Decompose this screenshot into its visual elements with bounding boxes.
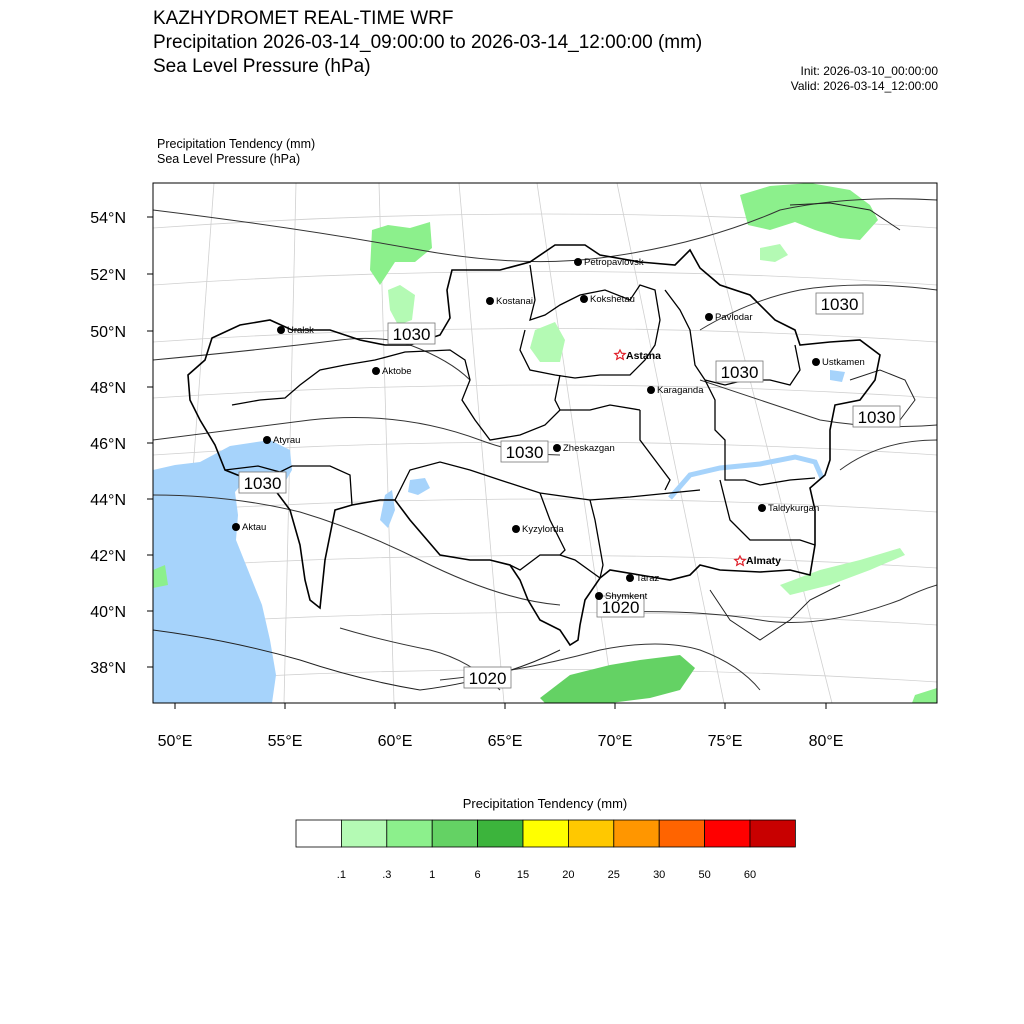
colorbar-tick-label: 25 (607, 869, 620, 881)
lon-label: 55°E (267, 733, 303, 750)
city-taldykurgan (758, 503, 819, 514)
colorbar (296, 820, 795, 881)
isobar-label-text: 1030 (857, 408, 896, 427)
lon-label: 75°E (707, 733, 743, 750)
init-time: Init: 2026-03-10_00:00:00 (800, 64, 938, 78)
isobar-label (501, 441, 548, 462)
city-label: Shymkent (605, 591, 648, 602)
colorbar-tick-label: .1 (336, 869, 346, 881)
colorbar-swatch (705, 820, 750, 847)
lon-label: 70°E (597, 733, 633, 750)
colorbar-title: Precipitation Tendency (mm) (462, 796, 628, 811)
latitude-labels (90, 210, 126, 677)
colorbar-tick-label: .3 (382, 869, 392, 881)
lat-label: 46°N (90, 436, 126, 453)
lon-label: 60°E (377, 733, 413, 750)
city-label: Aktau (242, 522, 267, 533)
city-label: Petropavlovsk (584, 257, 644, 268)
city-marker (553, 444, 561, 452)
isobar-label (239, 472, 286, 493)
city-marker (486, 297, 494, 305)
city-marker (512, 525, 520, 533)
colorbar-swatch (750, 820, 795, 847)
lat-label: 50°N (90, 324, 126, 341)
isobar-label-text: 1030 (820, 295, 859, 314)
city-label: Kostanai (496, 296, 533, 307)
city-label: Almaty (746, 555, 782, 567)
city-marker (647, 386, 655, 394)
city-petropavlovsk (574, 257, 644, 268)
lat-label: 48°N (90, 380, 126, 397)
city-marker (626, 574, 634, 582)
city-label: Atyrau (273, 435, 301, 446)
isobar-label (388, 323, 435, 344)
chart-subtitle-pressure: Sea Level Pressure (hPa) (153, 56, 371, 77)
city-label: Uralsk (287, 325, 314, 336)
colorbar-swatch (432, 820, 477, 847)
lon-label: 65°E (487, 733, 523, 750)
colorbar-tick-label: 1 (429, 869, 436, 881)
valid-time: Valid: 2026-03-14_12:00:00 (790, 79, 938, 93)
lat-label: 38°N (90, 660, 126, 677)
city-label: Kyzylorda (522, 524, 564, 535)
colorbar-swatch (341, 820, 386, 847)
city-marker (277, 326, 285, 334)
isobar-label-text: 1030 (243, 474, 282, 493)
longitude-labels (158, 733, 844, 750)
lat-label: 42°N (90, 548, 126, 565)
isobar-label-text: 1020 (468, 669, 507, 688)
lat-label: 44°N (90, 492, 126, 509)
city-label: Pavlodar (715, 312, 753, 323)
city-marker (372, 367, 380, 375)
colorbar-tick-label: 15 (516, 869, 530, 881)
colorbar-swatch (387, 820, 432, 847)
isobar-label-text: 1030 (720, 363, 759, 382)
city-marker (595, 592, 603, 600)
isobar-label (716, 361, 763, 382)
city-label: Zheskazgan (563, 443, 615, 454)
city-marker (232, 523, 240, 531)
city-marker (705, 313, 713, 321)
city-marker (758, 504, 766, 512)
city-label: Ustkamen (822, 357, 865, 368)
chart-subtitle-precipitation: Precipitation 2026-03-14_09:00:00 to 2026-03-14_12:00:00 (mm) (153, 32, 703, 53)
colorbar-swatch (614, 820, 659, 847)
city-label: Karaganda (657, 385, 704, 396)
chart-title: KAZHYDROMET REAL-TIME WRF (153, 8, 454, 29)
colorbar-tick-label: 60 (743, 869, 757, 881)
lat-label: 40°N (90, 604, 126, 621)
isobar-label (464, 667, 511, 688)
colorbar-tick-label: 6 (474, 869, 481, 881)
field-label-pressure: Sea Level Pressure (hPa) (157, 152, 301, 166)
colorbar-swatch (523, 820, 568, 847)
lon-label: 80°E (808, 733, 844, 750)
isobar-label (853, 406, 900, 427)
field-label-precipitation: Precipitation Tendency (mm) (157, 137, 316, 151)
city-label: Taraz (636, 573, 660, 584)
colorbar-tick-label: 30 (653, 869, 666, 881)
isobar-label-text: 1030 (505, 443, 544, 462)
lat-label: 54°N (90, 210, 126, 227)
isobar-label-text: 1020 (601, 598, 640, 617)
colorbar-swatch (568, 820, 613, 847)
city-label: Taldykurgan (768, 503, 820, 514)
isobar-label-text: 1030 (392, 325, 431, 344)
city-zheskazgan (553, 443, 615, 454)
colorbar-swatch (478, 820, 523, 847)
city-label: Aktobe (382, 366, 412, 377)
city-marker (263, 436, 271, 444)
city-marker (574, 258, 582, 266)
city-marker (812, 358, 820, 366)
isobar-label (816, 293, 863, 314)
colorbar-swatch (659, 820, 704, 847)
city-marker (580, 295, 588, 303)
city-label: Kokshetau (590, 294, 635, 305)
colorbar-tick-label: 50 (698, 869, 711, 881)
city-label: Astana (626, 350, 662, 362)
lon-label: 50°E (157, 733, 193, 750)
colorbar-tick-label: 20 (562, 869, 575, 881)
lat-label: 52°N (90, 267, 126, 284)
colorbar-swatch (296, 820, 341, 847)
